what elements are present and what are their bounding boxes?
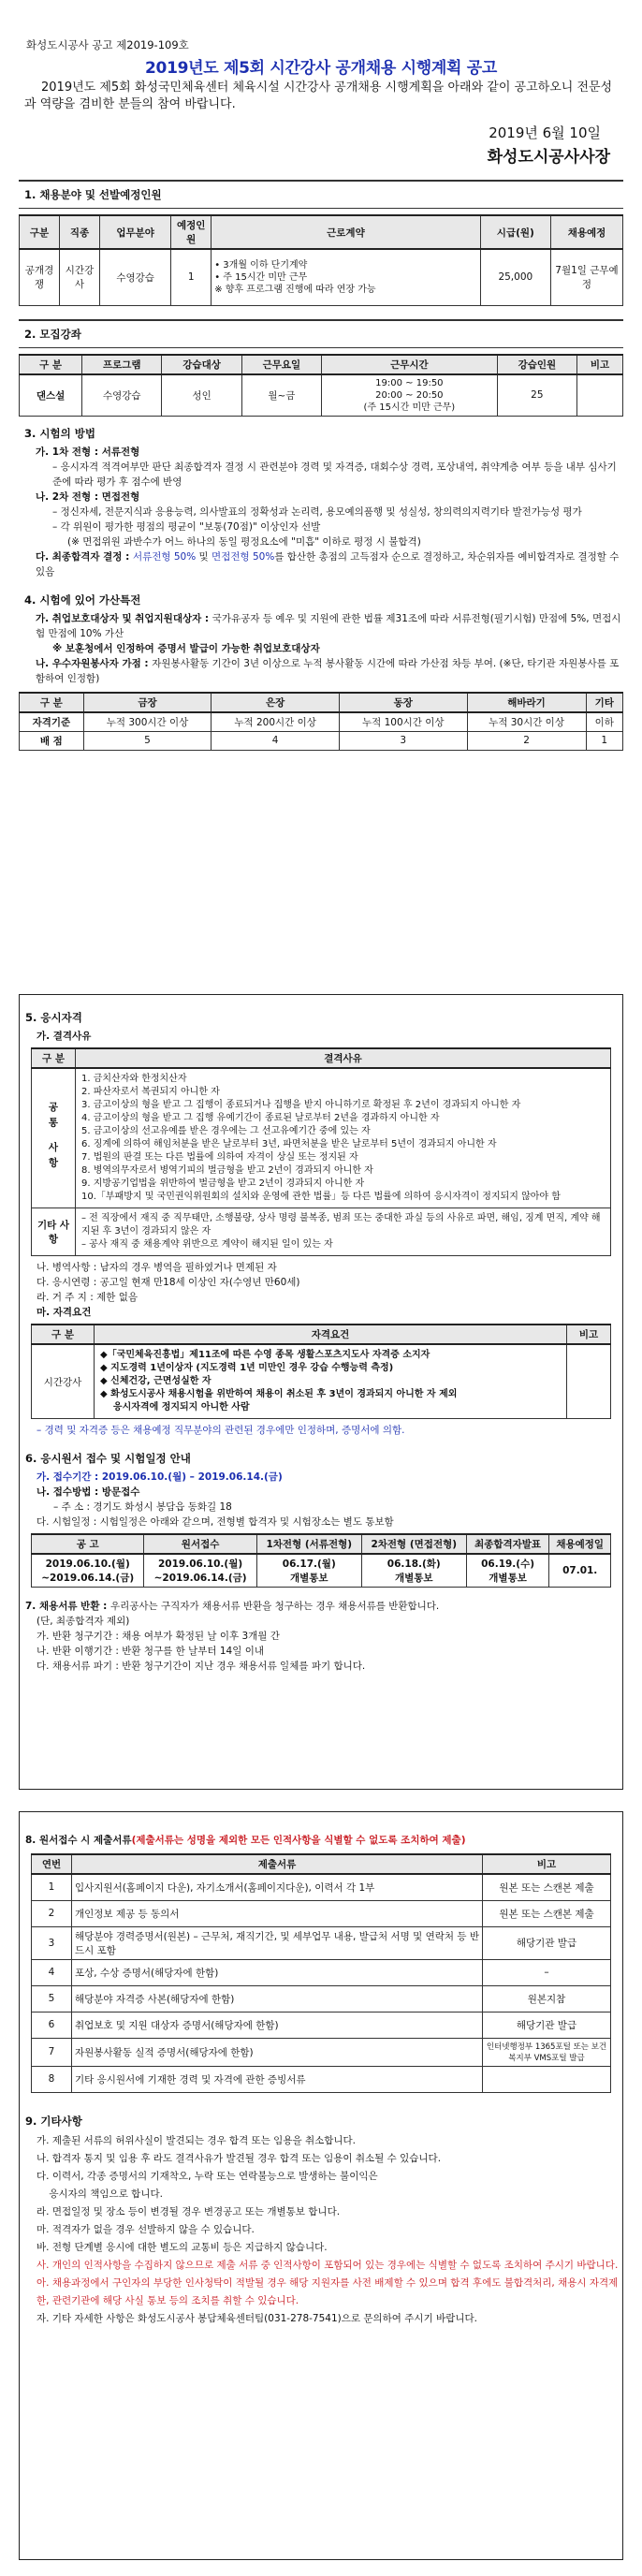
cell-line: 06.18.(화) xyxy=(387,1559,441,1570)
col-header: 동장 xyxy=(339,693,467,712)
contract-line: ※ 향후 프로그램 진행에 따라 연장 가능 xyxy=(214,284,376,295)
cell: 입사지원서(홈페이지 다운), 자기소개서(홈페이지다운), 이력서 각 1부 xyxy=(72,1874,483,1900)
cell: 기타 응시원서에 기재한 경력 및 자격에 관한 증빙서류 xyxy=(72,2066,483,2092)
sub-heading: 가. 취업보호대상자 및 취업지원대상자 : xyxy=(36,612,212,624)
cell: 월~금 xyxy=(241,374,321,417)
table-row xyxy=(32,1926,611,1959)
text: 우리공사는 구직자가 채용서류 반환을 청구하는 경우 채용서류를 반환합니다. xyxy=(109,1601,440,1612)
final-decision-line xyxy=(36,549,623,579)
list-item: ◆ 지도경력 1년이상자 (지도경력 1년 미만인 경우 강습 수행능력 측정) xyxy=(100,1363,394,1373)
cell: 3 xyxy=(339,731,467,750)
sub-heading: 나. 2차 전형 : 면접전형 xyxy=(36,490,140,503)
sub-heading: 가. 1차 전형 : 서류전형 xyxy=(36,446,140,458)
table-row xyxy=(20,731,623,750)
row-label: 시간강사 xyxy=(32,1344,95,1419)
bonus-line-2 xyxy=(36,656,623,686)
col-header: 은장 xyxy=(212,693,340,712)
sub-heading: 가. 결격사유 xyxy=(36,1031,92,1042)
text-line: (※ 면접위원 과반수가 어느 하나의 동일 평정요소에 "미흡" 이하로 평정 시 불합격) xyxy=(67,535,421,548)
cell-line: 06.17.(월) xyxy=(282,1559,336,1570)
cell xyxy=(256,1554,361,1588)
list-item: – 공사 재직 중 채용계약 위반으로 계약이 해지된 일이 있는 자 xyxy=(81,1239,333,1250)
list-item: 1. 금치산자와 한정치산자 xyxy=(81,1074,187,1084)
cell-line: ~2019.06.14.(금) xyxy=(153,1573,247,1584)
list-item: 아. 채용과정에서 구인자의 부당한 인사청탁이 적발될 경우 해당 지원자를 사전 배제할 수 있으며 합격 후에도 불합격처리, 채용시 자격제한, 관련기관에 해당 사실 통보 등의 조치를 취할 수 있습니다. xyxy=(36,2276,619,2306)
cell: 5 xyxy=(32,1985,72,2012)
list-item: ◆「국민체육진흥법」제11조에 따른 수영 종목 생활스포츠지도사 자격증 소지자 xyxy=(100,1350,430,1360)
highlight: 면접전형 50% xyxy=(212,550,275,563)
cell: 4 xyxy=(212,731,340,750)
col-header: 비고 xyxy=(567,1325,611,1344)
text: 자원봉사활동 기간이 3년 이상으로 누적 봉사활동 시간에 따라 가산점 차등 부여. (※단, 타기관 자원봉사를 포함하여 인정함) xyxy=(36,657,620,684)
text: 를 합산한 총점의 고득점자 순으로 결정하고, 차순위자를 예비합격자로 결정할 수 있음 xyxy=(36,550,620,578)
section-8-line xyxy=(25,1833,617,1848)
qual-list xyxy=(95,1344,567,1419)
col-header: 채용예정일 xyxy=(549,1534,611,1554)
list-item: 가. 반환 청구기간 : 채용 여부가 확정된 날 이후 3개월 간 xyxy=(36,1631,280,1642)
col-header: 비고 xyxy=(483,1854,611,1874)
sub-heading: 나. 우수자원봉사자 가점 : xyxy=(36,657,153,669)
table-row xyxy=(32,1874,611,1900)
contract-cell xyxy=(212,249,480,305)
cell: 인터넷행정부 1365포털 또는 보건복지부 VMS포털 발급 xyxy=(483,2038,611,2066)
issuer: 화성도시공사사장 xyxy=(487,148,610,167)
col-header: 강습인원 xyxy=(497,355,576,374)
documents-table xyxy=(31,1853,611,2093)
list-item: 5. 금고이상의 선고유예를 받은 경우에는 그 선고유예기간 중에 있는 자 xyxy=(81,1126,371,1136)
cell: 25,000 xyxy=(480,249,550,305)
col-header: 프로그램 xyxy=(82,355,162,374)
cell: 누적 30시간 이상 xyxy=(467,712,586,732)
receipt-period: 가. 접수기간 : 2019.06.10.(월) – 2019.06.14.(금) xyxy=(36,1471,283,1483)
cell: 07.01. xyxy=(549,1554,611,1588)
section-6-heading: 6. 응시원서 접수 및 시험일정 안내 xyxy=(25,1452,191,1465)
text-line: ※ 보훈청에서 인정하여 증명서 발급이 가능한 취업보호대상자 xyxy=(52,642,320,654)
col-header: 2차전형 (면접전형) xyxy=(361,1534,466,1554)
intro-text: 2019년도 제5회 화성국민체육센터 체육시설 시간강사 공개채용 시행계획을 아래와 같이 공고하오니 전문성과 역량을 겸비한 분들의 참여 바랍니다. xyxy=(24,80,613,111)
table-row xyxy=(32,1344,611,1419)
notice-number: 화성도시공사 공고 제2019-109호 xyxy=(26,38,189,51)
etc-list xyxy=(76,1208,611,1256)
reason-list xyxy=(76,1068,611,1208)
col-header: 1차전형 (서류전형) xyxy=(256,1534,361,1554)
list-item: ◆ 신체건강, 근면성실한 자 xyxy=(100,1376,212,1386)
col-header: 구 분 xyxy=(32,1048,76,1068)
list-item: ◆ 화성도시공사 채용시험을 위반하여 채용이 취소된 후 3년이 경과되지 아니한 자 제외 xyxy=(100,1389,458,1399)
table-row xyxy=(20,712,623,732)
row-label xyxy=(32,1208,76,1256)
warning-text: (제출서류는 성명을 제외한 모든 인적사항을 식별할 수 없도록 조치하여 제출) xyxy=(131,1835,466,1846)
cell xyxy=(361,1554,466,1588)
col-header: 해바라기 xyxy=(467,693,586,712)
list-item: 4. 금고이상의 형을 받고 그 집행 유예기간이 종료된 날로부터 2년을 경과하지 아니한 자 xyxy=(81,1113,440,1123)
section-4-heading: 4. 시험에 있어 가산특전 xyxy=(24,593,141,607)
cell xyxy=(567,1344,611,1419)
time-cell xyxy=(322,374,498,417)
cell: 해당분야 자격증 사본(해당자에 한함) xyxy=(72,1985,483,2012)
volunteer-table xyxy=(19,692,623,751)
list-item: 다. 채용서류 파기 : 반환 청구기간이 지난 경우 채용서류 일체를 파기 합니다. xyxy=(36,1661,366,1672)
col-header: 제출서류 xyxy=(72,1854,483,1874)
cell: 1 xyxy=(32,1874,72,1900)
text-line: – 정신자세, 전문지식과 응용능력, 의사발표의 정확성과 논리력, 용모예의품행 및 성실성, 창의력의지력기타 발전가능성 평가 xyxy=(52,505,582,518)
section-2-heading: 2. 모집강좌 xyxy=(19,319,623,348)
cell: 누적 100시간 이상 xyxy=(339,712,467,732)
list-item: 6. 징계에 의하여 해임처분을 받은 날로부터 3년, 파면처분을 받은 날로부터 5년이 경과되지 아니한 자 xyxy=(81,1139,497,1149)
cell: 배 점 xyxy=(20,731,84,750)
section-1-heading: 1. 채용분야 및 선발예정인원 xyxy=(19,180,623,209)
list-item: 사. 개인의 인적사항을 수집하지 않으므로 제출 서류 중 인적사항이 포함되어 있는 경우에는 식별할 수 없도록 조치하여 주시기 바랍니다. xyxy=(36,2259,619,2271)
col-header: 근로계약 xyxy=(212,215,480,249)
page-1 xyxy=(19,30,623,973)
cell: 자원봉사활동 실적 증명서(해당자에 한함) xyxy=(72,2038,483,2066)
cell: 해당기관 발급 xyxy=(483,2012,611,2038)
table-row xyxy=(32,2066,611,2092)
list-item: 나. 합격자 통지 및 임용 후 라도 결격사유가 발견될 경우 합격 또는 임용이 취소될 수 있습니다. xyxy=(36,2152,442,2164)
table-row xyxy=(32,1985,611,2012)
cell: 취업보호 및 지원 대상자 증명서(해당자에 한함) xyxy=(72,2012,483,2038)
col-header: 근무요일 xyxy=(241,355,321,374)
list-item: 자. 기타 자세한 사항은 화성도시공사 봉담체육센터팀(031-278-7541)으로 문의하여 주시기 바랍니다. xyxy=(36,2312,477,2324)
table-row xyxy=(32,2038,611,2066)
time-line: (주 15시간 미만 근무) xyxy=(363,402,456,413)
list-item: 8. 병역의무자로서 병역기피의 벌금형을 받고 2년이 경과되지 아니한 자 xyxy=(81,1165,373,1176)
cell: 해당기관 발급 xyxy=(483,1926,611,1959)
cell: 7 xyxy=(32,2038,72,2066)
receipt-method: 나. 접수방법 : 방문접수 xyxy=(36,1486,140,1498)
highlight: 서류전형 50% xyxy=(132,550,197,563)
list-item: 나. 반환 이행기간 : 반환 청구를 한 날부터 14일 이내 xyxy=(36,1646,264,1657)
table-row xyxy=(32,2012,611,2038)
cell: 원본 또는 스캔본 제출 xyxy=(483,1874,611,1900)
course-table xyxy=(19,354,623,417)
list-item: 다. 이력서, 각종 증명서의 기재착오, 누락 또는 연락불능으로 발생하는 불이익은 xyxy=(36,2170,378,2182)
cell: 시간강사 xyxy=(60,249,100,305)
list-item: 응시자의 책임으로 합니다. xyxy=(36,2188,163,2200)
col-header: 최종합격자발표 xyxy=(466,1534,549,1554)
col-header: 업무분야 xyxy=(100,215,171,249)
cell: 포상, 수상 증명서(해당자에 한함) xyxy=(72,1959,483,1985)
text: 및 xyxy=(196,550,212,563)
cell xyxy=(144,1554,256,1588)
cell-line: 06.19.(수) xyxy=(481,1559,535,1570)
col-header: 금장 xyxy=(83,693,212,712)
table-row xyxy=(32,1554,611,1588)
cell-line: ~2019.06.14.(금) xyxy=(41,1573,135,1584)
section-9-heading: 9. 기타사항 xyxy=(25,2114,82,2128)
label: 공통 사항 xyxy=(47,1101,59,1173)
cell-line: 2019.06.10.(월) xyxy=(45,1559,130,1570)
cell: 수영강습 xyxy=(82,374,162,417)
col-header: 비고 xyxy=(577,355,623,374)
cell: 해당분야 경력증명서(원본) – 근무처, 재직기간, 및 세부업무 내용, 발급처 서명 및 연락처 등 반드시 포함 xyxy=(72,1926,483,1959)
col-header: 예정인원 xyxy=(171,215,212,249)
table-row xyxy=(32,1900,611,1926)
list-item: 2. 파산자로서 복권되지 아니한 자 xyxy=(81,1087,220,1097)
table-row xyxy=(32,1068,611,1208)
col-header: 원서접수 xyxy=(144,1534,256,1554)
disqualification-table xyxy=(31,1047,611,1256)
cell: 7월1일 근무예정 xyxy=(551,249,623,305)
cell: 2 xyxy=(32,1900,72,1926)
recruit-field-table xyxy=(19,214,623,306)
table-row xyxy=(32,1208,611,1256)
sub-heading: 다. 최종합격자 결정 : xyxy=(36,550,133,563)
footnote: – 경력 및 자격증 등은 채용예정 직무분야의 관련된 경우에만 인정하며, 증명서에 의함. xyxy=(36,1425,405,1436)
list-item: 7. 법원의 판결 또는 다른 법률에 의하여 자격이 상실 또는 정지된 자 xyxy=(81,1152,358,1163)
col-header: 근무시간 xyxy=(322,355,498,374)
col-header: 채용예정 xyxy=(551,215,623,249)
list-item: 10.「부패방지 및 국민권익위원회의 설치와 운영에 관한 법률」등 다른 법률에 의하여 응시자격이 정지되지 않아야 함 xyxy=(81,1192,561,1202)
time-line: 20:00 ~ 20:50 xyxy=(375,389,444,401)
col-header: 기타 xyxy=(586,693,622,712)
label: 기타 사항 xyxy=(36,1220,70,1245)
cell-line: 2019.06.10.(월) xyxy=(158,1559,243,1570)
section-7-line xyxy=(25,1599,617,1614)
table-row xyxy=(20,249,623,305)
col-header: 자격요건 xyxy=(95,1325,567,1344)
text-line: 나. 병역사항 : 남자의 경우 병역을 필하였거나 면제된 자 xyxy=(36,1262,277,1273)
cell: 누적 200시간 이상 xyxy=(212,712,340,732)
cell: 자격기준 xyxy=(20,712,84,732)
cell: 성인 xyxy=(162,374,241,417)
section-7-heading: 7. 채용서류 반환 : xyxy=(25,1601,110,1612)
exam-schedule-line: 다. 시험일정 : 시험일정은 아래와 같으며, 전형별 합격자 및 시험장소는 별도 통보함 xyxy=(36,1516,394,1528)
list-item: 바. 전형 단계별 응시에 대한 별도의 교통비 등은 지급하지 않습니다. xyxy=(36,2241,328,2253)
cell xyxy=(577,374,623,417)
col-header: 결격사유 xyxy=(76,1048,611,1068)
bonus-line-1 xyxy=(36,611,623,641)
cell-line: 개별통보 xyxy=(394,1573,433,1584)
cell xyxy=(466,1554,549,1588)
cell: 공개경쟁 xyxy=(20,249,60,305)
cell: 6 xyxy=(32,2012,72,2038)
cell: 4 xyxy=(32,1959,72,1985)
list-item: 9. 지방공기업법을 위반하여 벌금형을 받고 2년이 경과되지 아니한 자 xyxy=(81,1178,365,1189)
schedule-table xyxy=(31,1533,611,1588)
page-2 xyxy=(19,994,623,1790)
cell: 원본 또는 스캔본 제출 xyxy=(483,1900,611,1926)
table-row xyxy=(32,1959,611,1985)
col-header: 구분 xyxy=(20,215,60,249)
text-line: – 각 위원이 평가한 평점의 평균이 "보통(70점)" 이상인자 선발 xyxy=(52,520,321,533)
text-line: (단, 최종합격자 제외) xyxy=(36,1616,130,1627)
col-header: 구 분 xyxy=(20,355,82,374)
cell: 1 xyxy=(171,249,212,305)
cell: 수영강습 xyxy=(100,249,171,305)
cell: 3 xyxy=(32,1926,72,1959)
cell: 누적 300시간 이상 xyxy=(83,712,212,732)
sub-heading: 마. 자격요건 xyxy=(36,1307,92,1318)
list-item: 3. 금고이상의 형을 받고 그 집행이 종료되거나 집행을 받지 아니하기로 확정된 후 2년이 경과되지 아니한 자 xyxy=(81,1100,521,1110)
list-item: 마. 적격자가 없을 경우 선발하지 않을 수 있습니다. xyxy=(36,2223,255,2235)
section-3-heading: 3. 시험의 방법 xyxy=(24,426,95,440)
cell: 1 xyxy=(586,731,622,750)
time-line: 19:00 ~ 19:50 xyxy=(375,377,444,388)
cell: 원본지참 xyxy=(483,1985,611,2012)
page-title: 2019년도 제5회 시간강사 공개채용 시행계획 공고 xyxy=(145,59,497,78)
text-line: 라. 거 주 지 : 제한 없음 xyxy=(36,1292,139,1303)
cell xyxy=(32,1554,144,1588)
cell: 이하 xyxy=(586,712,622,732)
text: 국가유공자 등 예우 및 지원에 관한 법률 제31조에 따라 서류전형(필기시험) 만점에 5%, 면접시험 만점에 10% 가산 xyxy=(36,612,621,639)
contract-line: • 주 15시간 미만 근무 xyxy=(214,271,308,283)
col-header: 직종 xyxy=(60,215,100,249)
cell: 5 xyxy=(83,731,212,750)
page-3 xyxy=(19,1811,623,2560)
row-label xyxy=(32,1068,76,1208)
section-8-heading: 8. 원서접수 시 제출서류 xyxy=(25,1835,132,1846)
list-item: 가. 제출된 서류의 허위사실이 발견되는 경우 합격 또는 임용을 취소합니다. xyxy=(36,2134,357,2146)
text-line: – 응시자격 적격여부만 판단 최종합격자 결정 시 관련분야 경력 및 자격증, 대회수상 경력, 포상내역, 취약계층 여부 등을 내부 심사기준에 따라 평가 후 점수에 반영 xyxy=(52,461,617,488)
list-item: – 전 직장에서 재직 중 직무태만, 소행불량, 상사 명령 불복종, 범죄 또는 중대한 과실 등의 사유로 파면, 해임, 징계 면직, 계약 해지된 후 3년이 경과되지 않은 자 xyxy=(81,1213,601,1237)
list-item: 라. 면접일정 및 장소 등이 변경될 경우 변경공고 또는 개별통보 합니다. xyxy=(36,2205,341,2217)
text-line: 다. 응시연령 : 공고일 현재 만18세 이상인 자(수영년 만60세) xyxy=(36,1277,300,1288)
cell: 댄스설 xyxy=(20,374,82,417)
cell xyxy=(483,2066,611,2092)
cell-line: 개별통보 xyxy=(289,1573,328,1584)
col-header: 시급(원) xyxy=(480,215,550,249)
cell: 8 xyxy=(32,2066,72,2092)
section-5-heading: 5. 응시자격 xyxy=(25,1011,82,1024)
notice-date: 2019년 6월 10일 xyxy=(489,124,601,141)
col-header: 강습대상 xyxy=(162,355,241,374)
table-row xyxy=(20,374,623,417)
list-item: 응시자격에 정지되지 아니한 사람 xyxy=(100,1402,250,1412)
cell: 개인정보 제공 등 동의서 xyxy=(72,1900,483,1926)
qualification-table xyxy=(31,1324,611,1419)
col-header: 구 분 xyxy=(20,693,84,712)
cell-line: 개별통보 xyxy=(489,1573,527,1584)
cell: 25 xyxy=(497,374,576,417)
contract-line: • 3개월 이하 단기계약 xyxy=(214,259,308,271)
address: – 주 소 : 경기도 화성시 봉담읍 동화길 18 xyxy=(53,1501,232,1513)
cell: 2 xyxy=(467,731,586,750)
col-header: 공 고 xyxy=(32,1534,144,1554)
cell: – xyxy=(483,1959,611,1985)
col-header: 구 분 xyxy=(32,1325,95,1344)
col-header: 연번 xyxy=(32,1854,72,1874)
